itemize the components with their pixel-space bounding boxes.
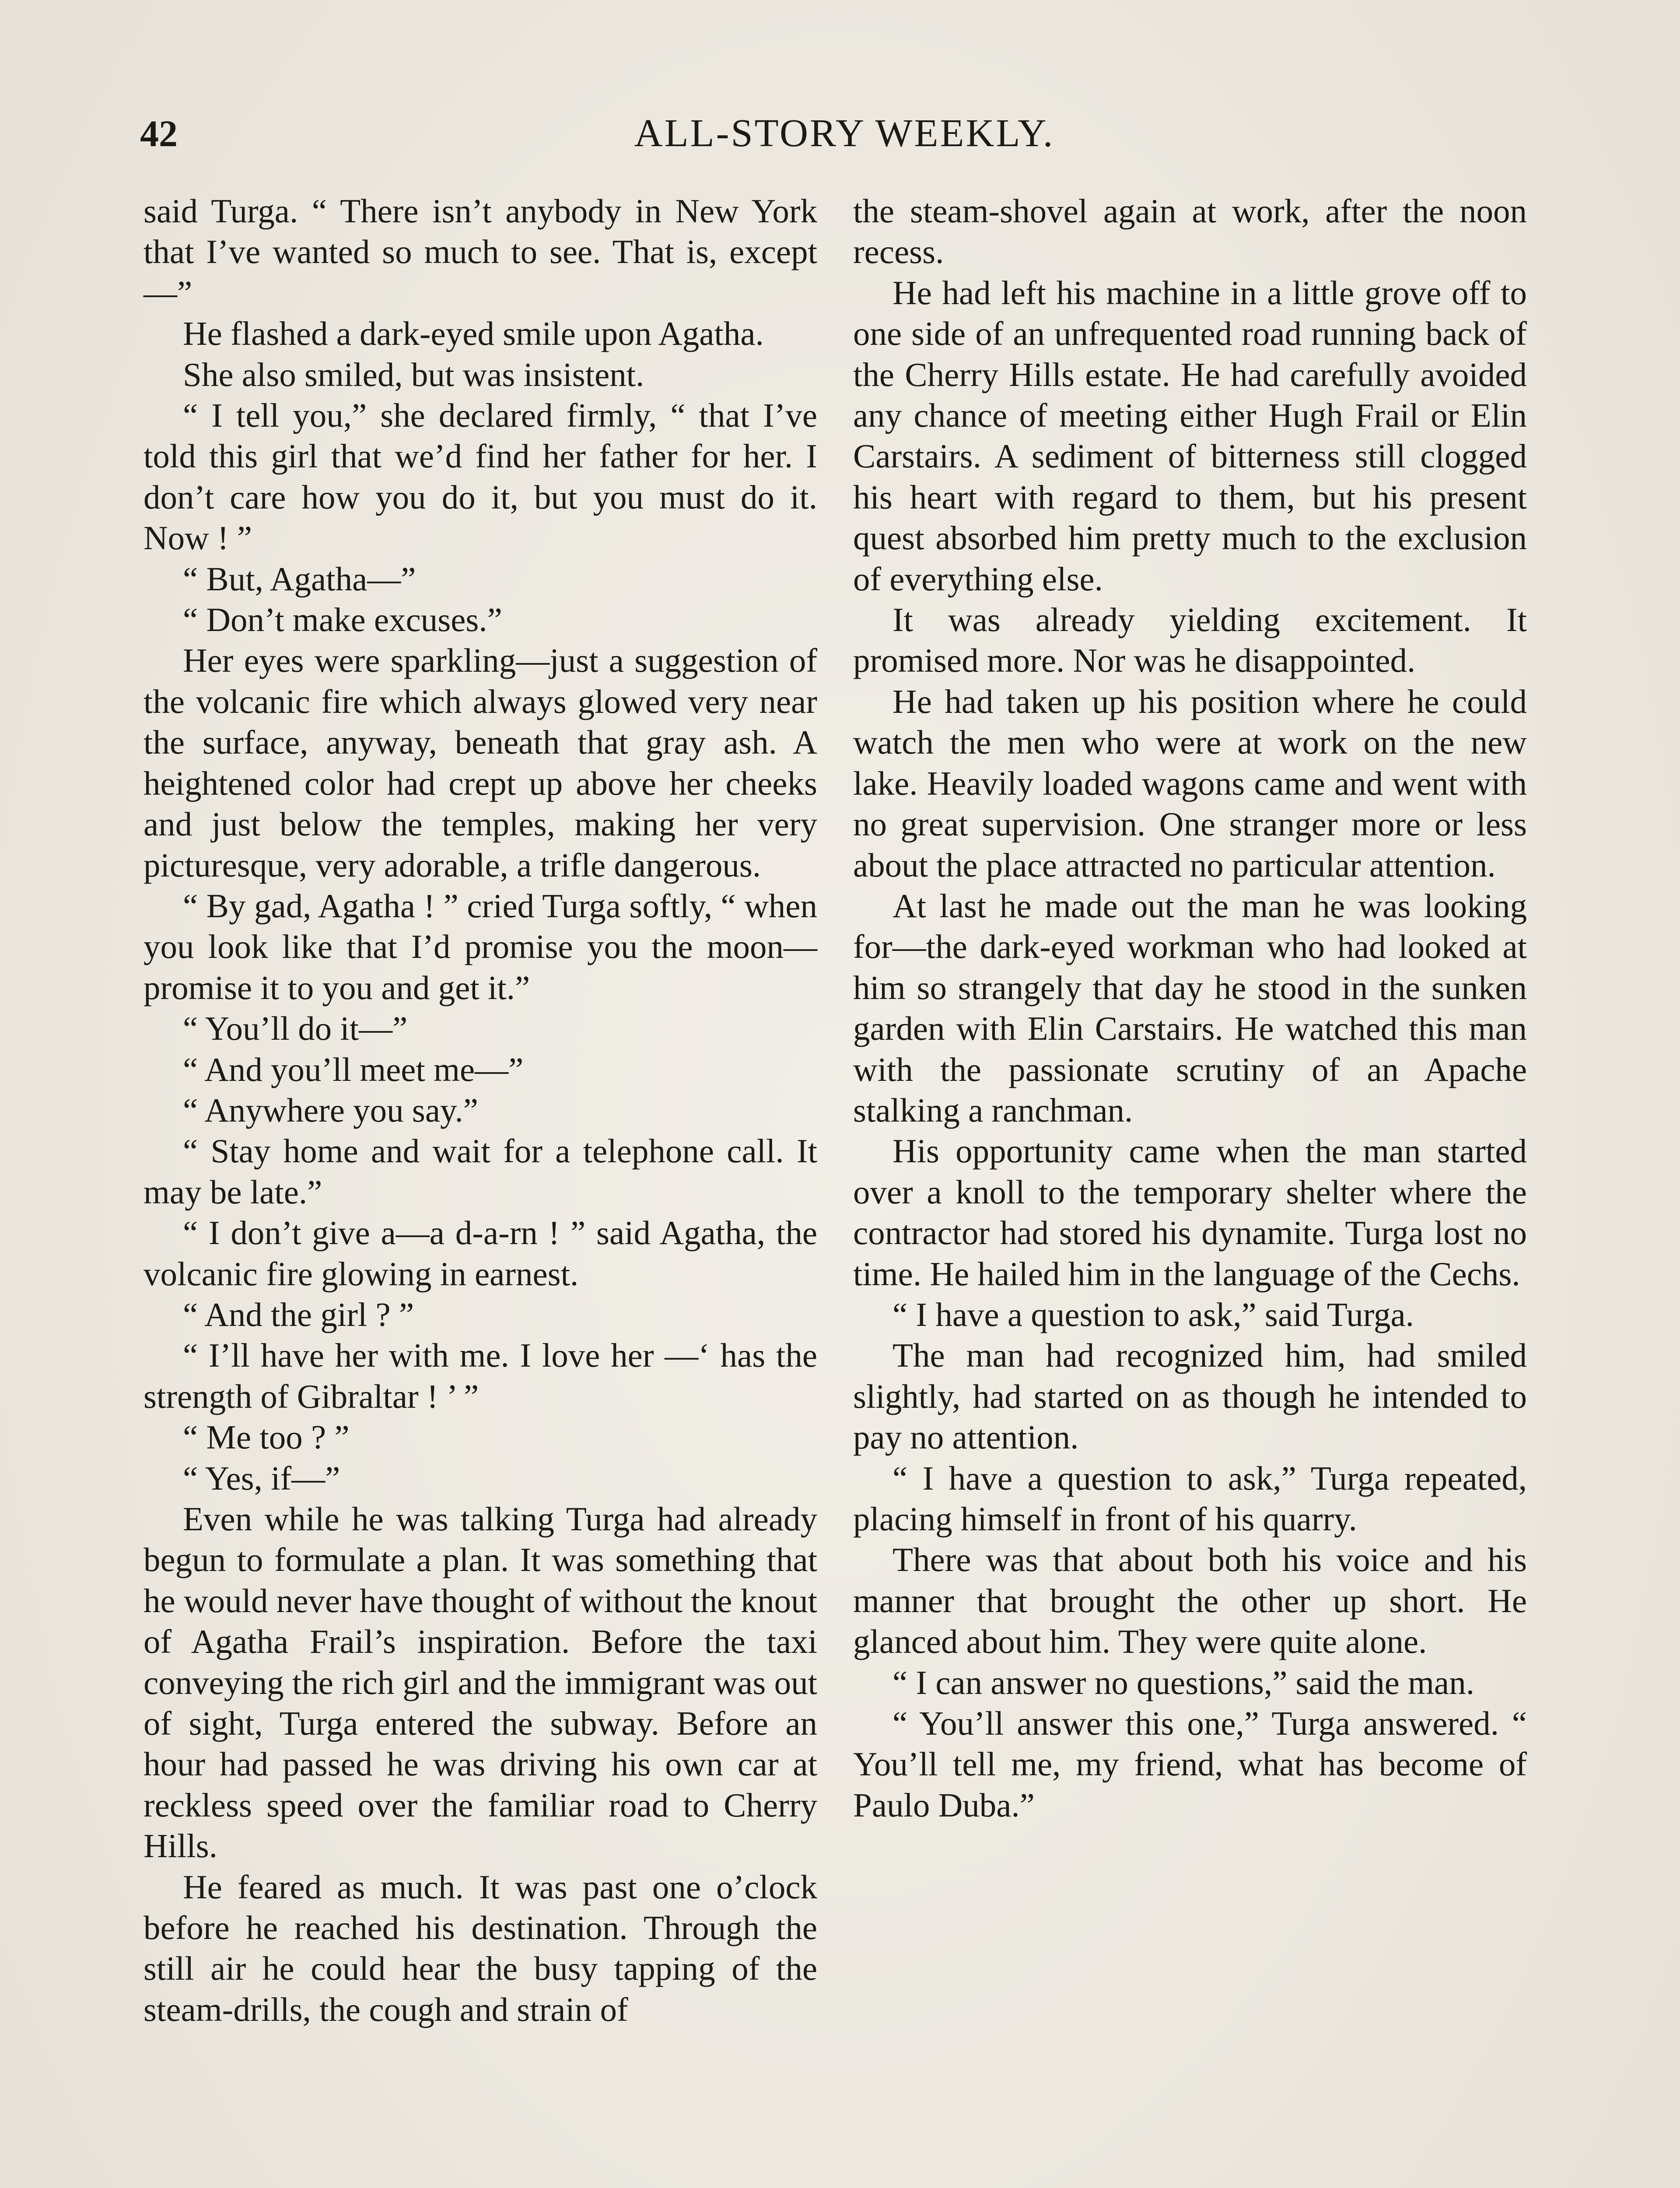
right-column bbox=[853, 191, 1527, 1826]
paragraph: “ Don’t make excuses.” bbox=[183, 601, 502, 639]
paragraph: She also smiled, but was insistent. bbox=[183, 355, 644, 393]
paragraph: “ I can answer no questions,” said the man. bbox=[892, 1663, 1474, 1701]
left-column bbox=[144, 191, 817, 2030]
paragraph: “ And you’ll meet me—” bbox=[183, 1050, 524, 1088]
paragraph: “ Yes, if—” bbox=[183, 1459, 340, 1497]
paragraph: “ Anywhere you say.” bbox=[183, 1091, 478, 1129]
paragraph: “ But, Agatha—” bbox=[183, 560, 416, 598]
paragraph: “ Me too ? ” bbox=[183, 1418, 350, 1456]
paragraph: “ And the girl ? ” bbox=[183, 1295, 414, 1333]
paragraph: “ By gad, Agatha ! ” cried Turga softly, “ when you look like that I’d promise you the moon—promise it to you and get it.” bbox=[144, 887, 817, 1006]
paragraph: He flashed a dark-eyed smile upon Agatha. bbox=[183, 315, 764, 353]
paragraph: “ Stay home and wait for a telephone call. It may be late.” bbox=[144, 1132, 817, 1211]
paragraph: “ I tell you,” she declared firmly, “ that I’ve told this girl that we’d find her father for her. I don’t care how you do it, but you must do it. Now ! ” bbox=[144, 396, 817, 557]
paragraph: “ You’ll do it—” bbox=[183, 1010, 408, 1048]
paragraph: Even while he was talking Turga had already begun to formulate a plan. It was something that he would never have thought of without the knout of Agatha Frail’s inspiration. Before the taxi conveying the rich girl and the immigrant was out of sight, Turga entered the subway. Before an hour had passed he was driving his own car at reckless speed over the familiar road to Cherry Hills. bbox=[144, 1500, 817, 1865]
paragraph: He had taken up his position where he could watch the men who were at work on the new lake. Heavily loaded wagons came and went with no great supervision. One stranger more or less about the place attracted no particular attention. bbox=[853, 682, 1527, 884]
paragraph: It was already yielding excitement. It promised more. Nor was he disappointed. bbox=[853, 601, 1527, 680]
paragraph: “ I have a question to ask,” Turga repeated, placing himself in front of his quarry. bbox=[853, 1459, 1527, 1538]
page-number: 42 bbox=[140, 112, 178, 154]
paragraph: His opportunity came when the man started over a knoll to the temporary shelter where the contractor had stored his dynamite. Turga lost no time. He hailed him in the language of the Cechs. bbox=[853, 1132, 1527, 1293]
paragraph: “ I have a question to ask,” said Turga. bbox=[892, 1295, 1414, 1333]
paragraph: The man had recognized him, had smiled slightly, had started on as though he intended to pay no attention. bbox=[853, 1336, 1527, 1456]
paragraph: At last he made out the man he was looking for—the dark-eyed workman who had looked at him so strangely that day he stood in the sunken garden with Elin Carstairs. He watched this man with the passionate scrutiny of an Apache stalking a ranchman. bbox=[853, 887, 1527, 1129]
paragraph: the steam-shovel again at work, after the noon recess. bbox=[853, 192, 1527, 271]
page-header bbox=[140, 109, 1549, 158]
paragraph: “ I’ll have her with me. I love her —‘ has the strength of Gibraltar ! ’ ” bbox=[144, 1336, 817, 1415]
running-title: ALL-STORY WEEKLY. bbox=[634, 112, 1055, 155]
paragraph: He feared as much. It was past one o’clock before he reached his destination. Through the still air he could hear the busy tapping of the steam-drills, the cough and strain of bbox=[144, 1868, 817, 2028]
paragraph: He had left his machine in a little grove off to one side of an unfrequented road running back of the Cherry Hills estate. He had carefully avoided any chance of meeting either Hugh Frail or Elin Carstairs. A sediment of bitterness still clogged his heart with regard to them, but his present quest absorbed him pretty much to the exclusion of everything else. bbox=[853, 274, 1527, 598]
paragraph: Her eyes were sparkling—just a suggestion of the volcanic fire which always glowed very near the surface, anyway, beneath that gray ash. A heightened color had crept up above her cheeks and just below the temples, making her very picturesque, very adorable, a trifle dangerous. bbox=[144, 642, 817, 884]
paragraph: said Turga. “ There isn’t anybody in New York that I’ve wanted so much to see. That is, except—” bbox=[144, 192, 817, 312]
paragraph: There was that about both his voice and his manner that brought the other up short. He glanced about him. They were quite alone. bbox=[853, 1541, 1527, 1661]
paragraph: “ I don’t give a—a d-a-rn ! ” said Agatha, the volcanic fire glowing in earnest. bbox=[144, 1214, 817, 1293]
paragraph: “ You’ll answer this one,” Turga answered. “ You’ll tell me, my friend, what has become of Paulo Duba.” bbox=[853, 1704, 1527, 1824]
